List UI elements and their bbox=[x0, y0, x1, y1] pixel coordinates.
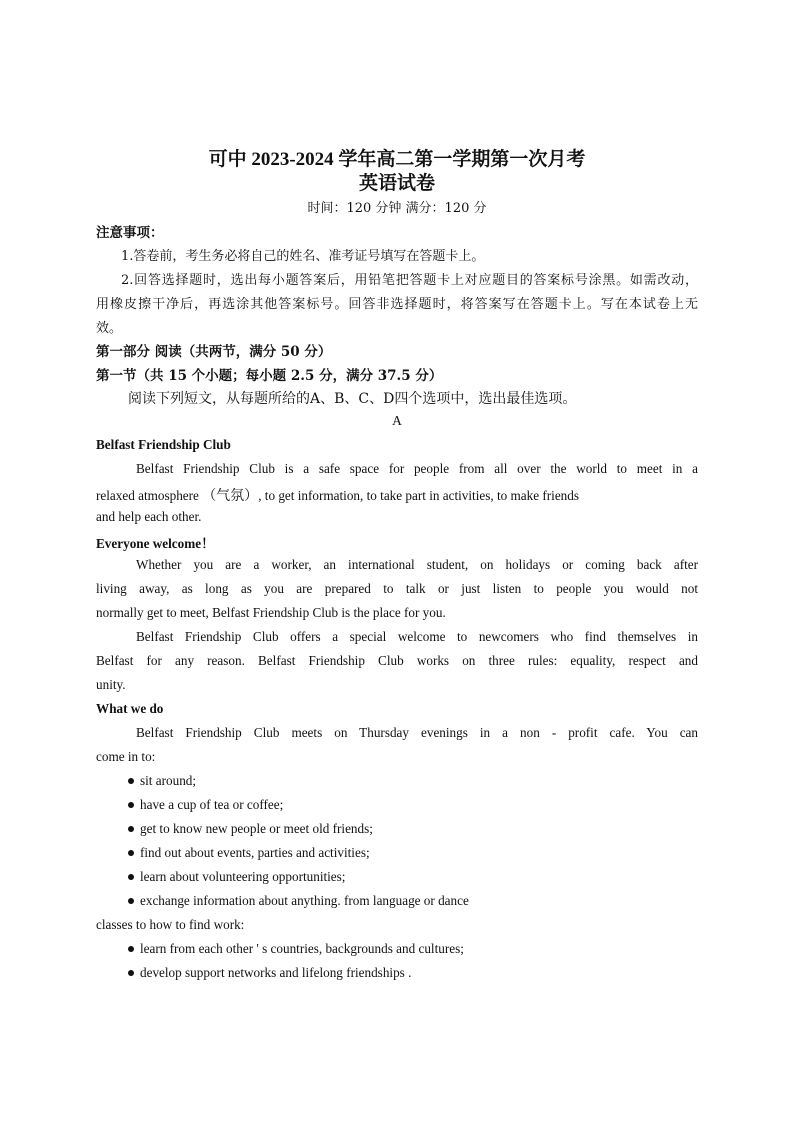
list-item: have a cup of tea or coffee; bbox=[128, 797, 283, 813]
paragraph-1-text-b: , to get information, to take part in activities, to make friends bbox=[258, 488, 579, 503]
list-item: get to know new people or meet old friends; bbox=[128, 821, 373, 837]
paragraph-2-line-2: living away, as long as you are prepared to talk or just listen to people you would not bbox=[96, 581, 698, 596]
list-item: sit around; bbox=[128, 773, 196, 789]
bullet-icon bbox=[128, 850, 134, 856]
paragraph-1-line-2 bbox=[96, 485, 698, 505]
passage-label: A bbox=[392, 413, 402, 428]
bullet-icon bbox=[128, 970, 134, 976]
exam-title: 可中 2023-2024 学年高二第一学期第一次月考 bbox=[208, 149, 586, 170]
heading-what-we-do: What we do bbox=[96, 701, 164, 716]
paragraph-3-line-2: Belfast for any reason. Belfast Friendship Club works on three rules: equality, respect and bbox=[96, 653, 698, 668]
bullet-icon bbox=[128, 898, 134, 904]
reading-instruction: 阅读下列短文，从每题所给的A、B、C、D四个选项中，选出最佳选项。 bbox=[128, 391, 577, 407]
list-continuation: classes to how to find work: bbox=[96, 917, 245, 932]
paragraph-1-line-3: and help each other. bbox=[96, 509, 202, 524]
paragraph-1-line-1: Belfast Friendship Club is a safe space for people from all over the world to meet in a bbox=[136, 461, 698, 476]
paragraph-4-line-1: Belfast Friendship Club meets on Thursday evenings in a non - profit cafe. You can bbox=[136, 725, 698, 740]
notice-item-2-cont: 用橡皮擦干净后，再选涂其他答案标号。回答非选择题时，将答案写在答题卡上。写在本试卷上无 bbox=[96, 297, 698, 312]
heading-everyone-welcome: Everyone welcome！ bbox=[96, 536, 215, 551]
section-heading: 第一节（共 15 个小题；每小题 2.5 分，满分 37.5 分） bbox=[96, 368, 443, 384]
paragraph-1-text-a: relaxed atmosphere bbox=[96, 488, 203, 503]
bullet-icon bbox=[128, 946, 134, 952]
bullet-icon bbox=[128, 802, 134, 808]
paragraph-3-line-1: Belfast Friendship Club offers a special welcome to newcomers who find themselves in bbox=[136, 629, 698, 644]
notice-item-2-end: 效。 bbox=[96, 321, 123, 336]
paragraph-3-line-3: unity. bbox=[96, 677, 126, 692]
list-item: find out about events, parties and activities; bbox=[128, 845, 370, 861]
bullet-icon bbox=[128, 874, 134, 880]
notice-item-2: 2.回答选择题时，选出每小题答案后，用铅笔把答题卡上对应题目的答案标号涂黑。如需改动， bbox=[121, 273, 698, 288]
list-item: learn from each other ' s countries, backgrounds and cultures; bbox=[128, 941, 464, 957]
notice-item-1: 1.答卷前，考生务必将自己的姓名、准考证号填写在答题卡上。 bbox=[121, 249, 485, 264]
exam-info: 时间：120 分钟 满分：120 分 bbox=[307, 201, 487, 216]
part-heading: 第一部分 阅读（共两节，满分 50 分） bbox=[96, 344, 332, 360]
notice-heading: 注意事项： bbox=[96, 225, 164, 241]
gloss-cn: （气氛） bbox=[202, 488, 259, 504]
passage-title: Belfast Friendship Club bbox=[96, 437, 231, 452]
list-item: develop support networks and lifelong friendships . bbox=[128, 965, 411, 981]
bullet-icon bbox=[128, 826, 134, 832]
paragraph-4-line-2: come in to: bbox=[96, 749, 156, 764]
list-item: learn about volunteering opportunities; bbox=[128, 869, 345, 885]
paragraph-2-line-1: Whether you are a worker, an international student, on holidays or coming back after bbox=[136, 557, 698, 572]
paragraph-2-line-3: normally get to meet, Belfast Friendship Club is the place for you. bbox=[96, 605, 446, 620]
exam-subtitle: 英语试卷 bbox=[358, 173, 435, 194]
bullet-icon bbox=[128, 778, 134, 784]
list-item: exchange information about anything. from language or dance bbox=[128, 893, 469, 909]
